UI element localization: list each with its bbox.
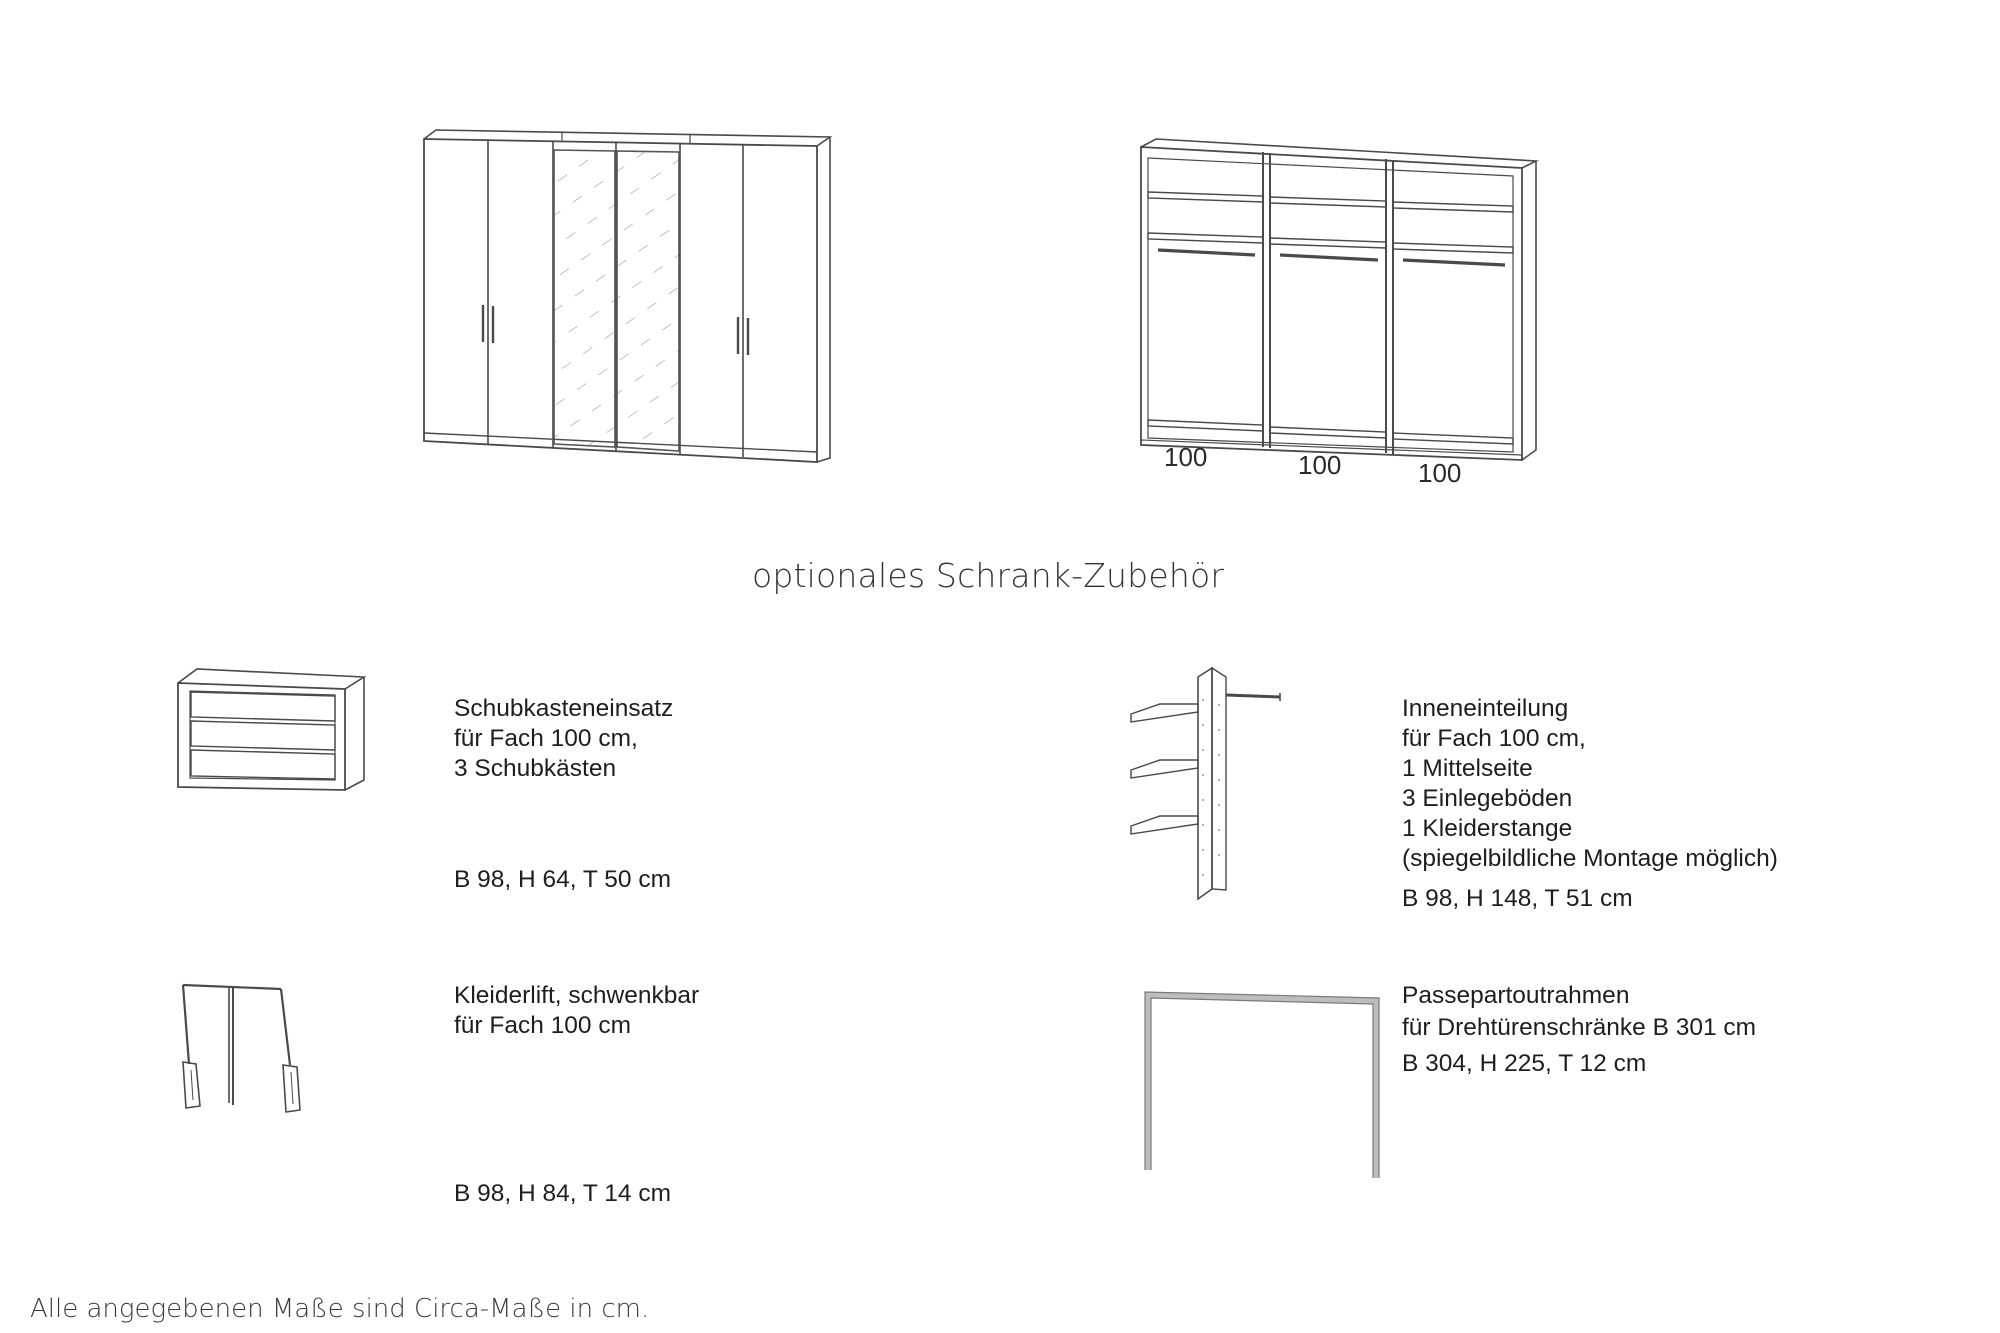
drawer-insert-line: 3 Schubkästen <box>454 755 617 782</box>
interior-division-line: (spiegelbildliche Montage möglich) <box>1402 845 1778 872</box>
interior-division-dims: B 98, H 148, T 51 cm <box>1402 885 1633 912</box>
frame-description <box>1402 980 1756 1044</box>
frame-dims: B 304, H 225, T 12 cm <box>1402 1050 1647 1077</box>
wardrobe-lift-dims: B 98, H 84, T 14 cm <box>454 1180 671 1207</box>
footnote: Alle angegebenen Maße sind Circa-Maße in cm. <box>30 1294 650 1324</box>
interior-division-line: für Fach 100 cm, <box>1402 725 1586 752</box>
section-width-label-3: 100 <box>1418 458 1462 488</box>
interior-division-line: Inneneinteilung <box>1402 695 1569 722</box>
interior-division-line: 1 Mittelseite <box>1402 755 1533 782</box>
frame-line: für Drehtürenschränke B 301 cm <box>1402 1014 1757 1041</box>
drawer-insert-line: Schubkasteneinsatz <box>454 695 674 722</box>
accessories-title: optionales Schrank-Zubehör <box>752 556 1225 595</box>
wardrobe-lift-line: Kleiderlift, schwenkbar <box>454 982 700 1009</box>
interior-division-line: 1 Kleiderstange <box>1402 815 1573 842</box>
frame-line: Passepartoutrahmen <box>1402 982 1630 1009</box>
interior-division-line: 3 Einlegeböden <box>1402 785 1573 812</box>
wardrobe-lift-line: für Fach 100 cm <box>454 1012 632 1039</box>
drawer-insert-dims: B 98, H 64, T 50 cm <box>454 866 671 893</box>
drawer-insert-line: für Fach 100 cm, <box>454 725 638 752</box>
section-width-label-1: 100 <box>1164 442 1208 472</box>
section-width-label-2: 100 <box>1298 450 1342 480</box>
